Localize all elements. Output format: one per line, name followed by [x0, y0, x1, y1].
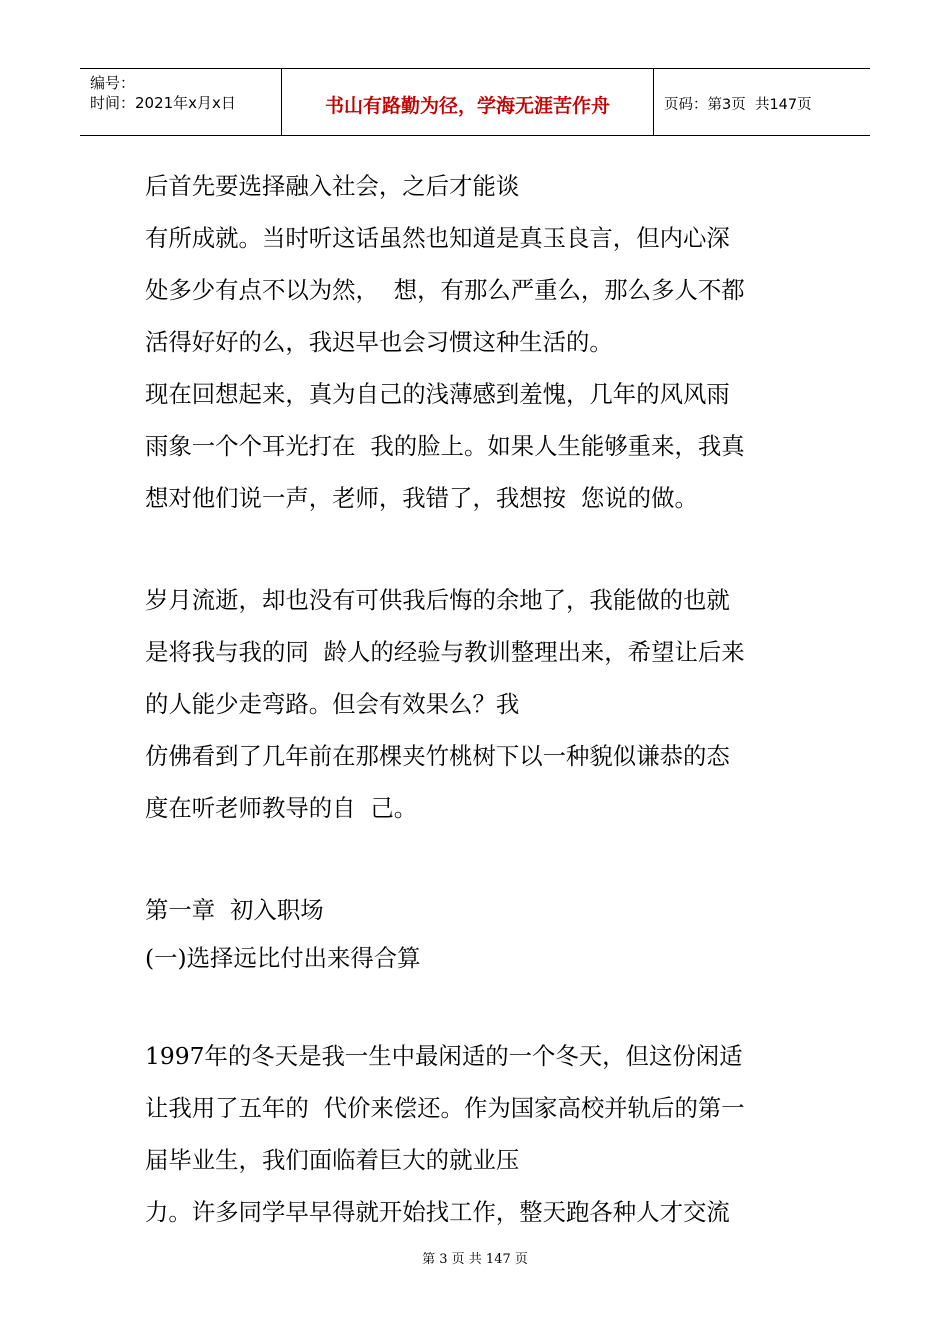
header-motto: 书山有路勤为径，学海无涯苦作舟	[282, 69, 654, 135]
body-line: 力。许多同学早早得就开始找工作，整天跑各种人才交流	[145, 1198, 730, 1226]
body-line: 后首先要选择融入社会，之后才能谈	[145, 172, 520, 200]
body-line: 处多少有点不以为然， 想，有那么严重么，那么多人不都	[145, 276, 745, 304]
page-footer: 第 3 页 共 147 页	[422, 1252, 528, 1267]
page-header	[80, 68, 870, 136]
body-line: 度在听老师教导的自 己。	[145, 794, 418, 822]
body-line: 是将我与我的同 龄人的经验与教训整理出来，希望让后来	[145, 638, 745, 666]
body-line: 1997年的冬天是我一生中最闲适的一个冬天，但这份闲适	[145, 1042, 743, 1070]
body-line: 想对他们说一声，老师，我错了，我想按 您说的做。	[145, 484, 698, 512]
document-body	[145, 163, 810, 1241]
header-meta	[80, 69, 282, 135]
document-time-label: 时间：2021年x月x日	[90, 94, 236, 112]
document-number-label: 编号：	[90, 74, 136, 92]
body-line: 岁月流逝，却也没有可供我后悔的余地了，我能做的也就	[145, 586, 730, 614]
section-heading: (一)选择远比付出来得合算	[145, 944, 421, 972]
body-line: 届毕业生，我们面临着巨大的就业压	[145, 1146, 520, 1174]
blank-line	[145, 983, 810, 1033]
body-line: 有所成就。当时听这话虽然也知道是真玉良言，但内心深	[145, 224, 730, 252]
blank-line	[145, 527, 810, 577]
body-line: 活得好好的么，我迟早也会习惯这种生活的。	[145, 328, 613, 356]
blank-line	[145, 837, 810, 887]
body-line: 雨象一个个耳光打在 我的脸上。如果人生能够重来，我真	[145, 432, 745, 460]
chapter-heading: 第一章 初入职场	[145, 896, 324, 924]
header-page-info: 页码：第3页 共147页	[664, 96, 812, 113]
body-line: 让我用了五年的 代价来偿还。作为国家高校并轨后的第一	[145, 1094, 745, 1122]
body-line: 的人能少走弯路。但会有效果么？我	[145, 690, 520, 718]
body-line: 现在回想起来，真为自己的浅薄感到羞愧，几年的风风雨	[145, 380, 730, 408]
body-line: 仿佛看到了几年前在那棵夹竹桃树下以一种貌似谦恭的态	[145, 742, 730, 770]
